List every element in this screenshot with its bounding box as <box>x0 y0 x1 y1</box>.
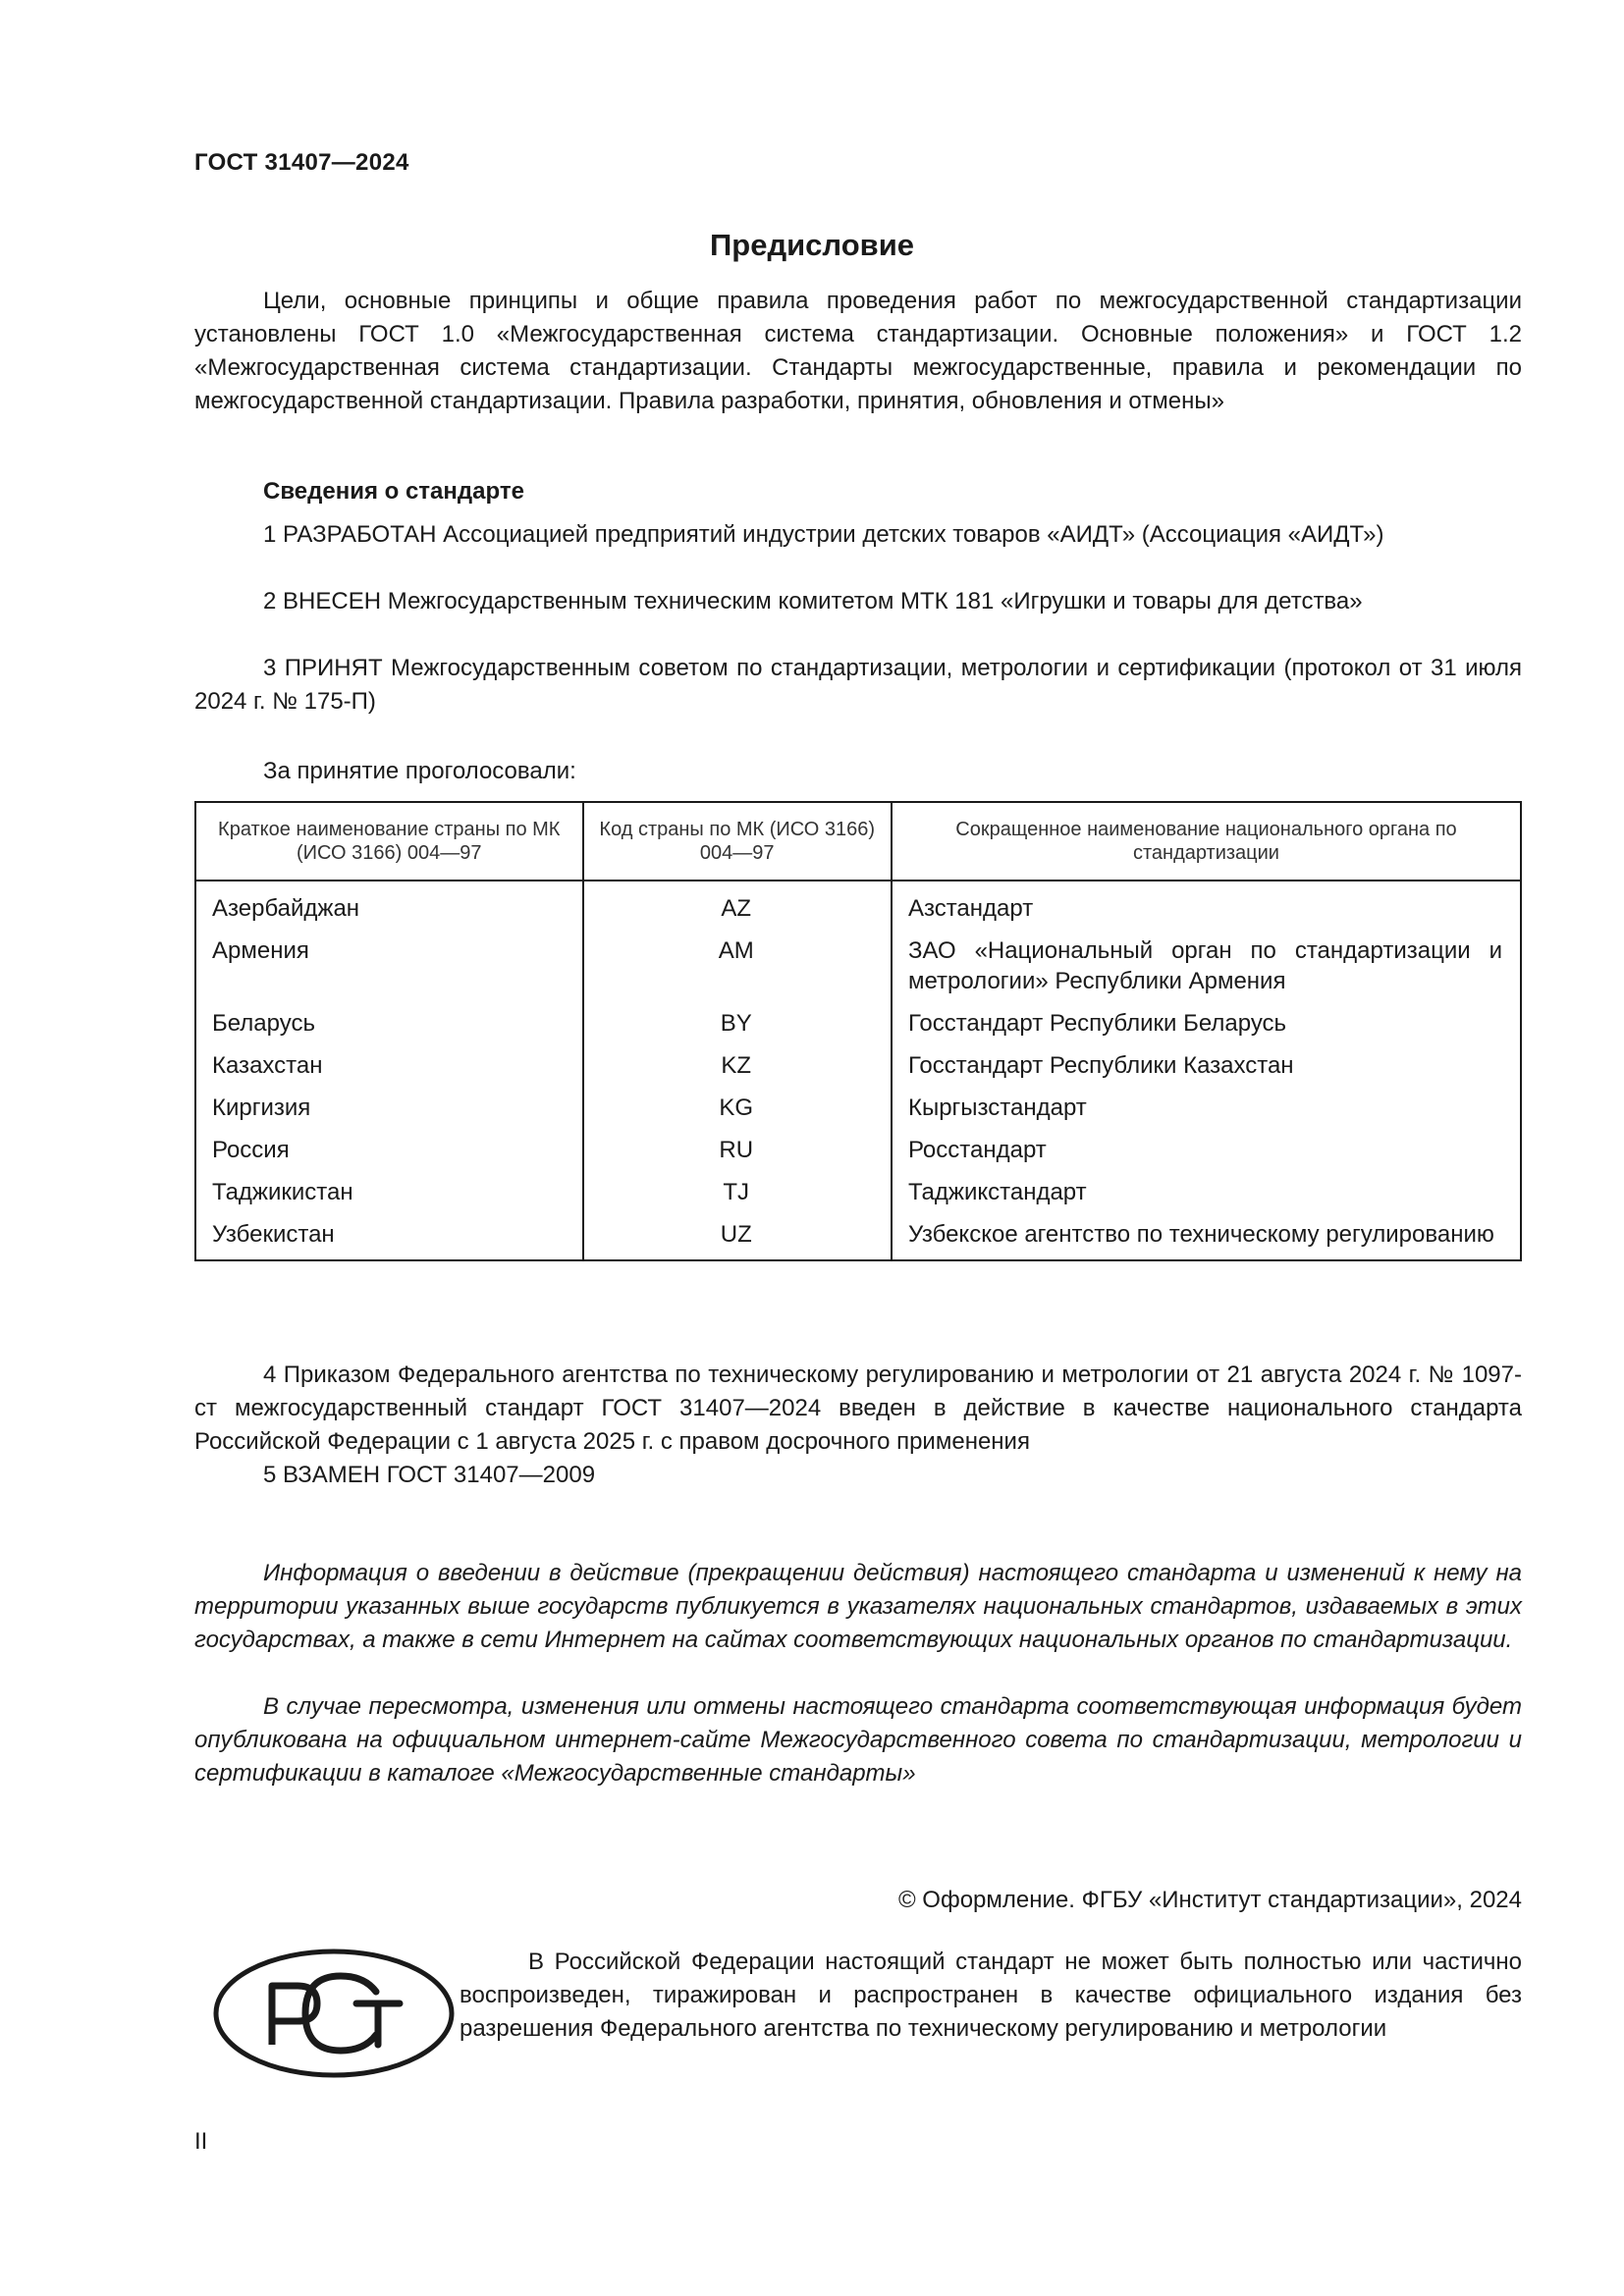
info-item-1: 1 РАЗРАБОТАН Ассоциацией предприятий индустрии детских товаров «АИДТ» (Ассоциация «АИДТ») <box>263 521 1384 548</box>
country-cell: Киргизия <box>195 1087 583 1129</box>
info-item-2: 2 ВНЕСЕН Межгосударственным техническим комитетом МТК 181 «Игрушки и товары для детства» <box>263 588 1363 614</box>
page-number: II <box>194 2128 208 2155</box>
header-code: Код страны по МК (ИСО 3166) 004—97 <box>583 802 892 881</box>
body-cell: Кыргызстандарт <box>907 1095 1087 1121</box>
info-item-3: 3 ПРИНЯТ Межгосударственным советом по стандартизации, метрологии и сертификации (протокол от 31 июля 2024 г. № 175-П) <box>194 655 1522 715</box>
table-row <box>195 930 1521 1002</box>
code-cell: KZ <box>583 1044 892 1087</box>
standard-info-heading: Сведения о стандарте <box>263 478 524 505</box>
country-cell: Таджикистан <box>195 1171 583 1213</box>
body-cell: ЗАО «Национальный орган по стандартизации и метрологии» Республики Армения <box>907 937 1502 994</box>
info-item-5: 5 ВЗАМЕН ГОСТ 31407—2009 <box>263 1462 596 1488</box>
table-row <box>195 1044 1521 1087</box>
country-cell: Азербайджан <box>195 881 583 930</box>
table-row <box>195 1087 1521 1129</box>
country-cell: Казахстан <box>195 1044 583 1087</box>
info-italic-2: В случае пересмотра, изменения или отмены настоящего стандарта соответствующая информация будет опубликована на официальном интернет-сайте Межгосударственного совета по стандартизации, метрологии и сертификации в каталоге «Межгосударственные стандарты» <box>194 1693 1522 1787</box>
country-cell: Узбекистан <box>195 1213 583 1260</box>
pst-certification-logo-icon <box>211 1947 457 2080</box>
table-row <box>195 1129 1521 1171</box>
table-header-row <box>195 802 1521 881</box>
body-cell: Таджикстандарт <box>907 1179 1087 1205</box>
votes-label: За принятие проголосовали: <box>263 758 576 784</box>
table-row <box>195 1171 1521 1213</box>
rights-notice: В Российской Федерации настоящий стандарт не может быть полностью или частично воспроизведен, тиражирован и распространен в качестве официального издания без разрешения Федерального агентства по техническому регулированию и метрологии <box>460 1949 1522 2042</box>
table-row <box>195 1002 1521 1044</box>
header-body: Сокращенное наименование национального органа по стандартизации <box>892 802 1521 881</box>
info-italic-1: Информация о введении в действие (прекращении действия) настоящего стандарта и изменений к нему на территории указанных выше государств публикуется в указателях национальных стандартов, издаваемых в этих государствах, а также в сети Интернет на сайтах соответствующих национальных органов по стандартизации. <box>194 1560 1522 1653</box>
votes-table <box>194 801 1522 1261</box>
page-title: Предисловие <box>709 228 914 262</box>
code-cell: TJ <box>583 1171 892 1213</box>
info-item-4: 4 Приказом Федерального агентства по техническому регулированию и метрологии от 21 августа 2024 г. № 1097-ст межгосударственный стандарт ГОСТ 31407—2024 введен в действие в качестве национального стандарта Российской Федерации с 1 августа 2025 г. с правом досрочного применения <box>194 1362 1522 1455</box>
code-cell: AZ <box>583 881 892 930</box>
country-cell: Россия <box>195 1129 583 1171</box>
body-cell: Госстандарт Республики Казахстан <box>907 1052 1294 1079</box>
header-country: Краткое наименование страны по МК (ИСО 3166) 004—97 <box>195 802 583 881</box>
table-row <box>195 1213 1521 1260</box>
code-cell: UZ <box>583 1213 892 1260</box>
table-row <box>195 881 1521 930</box>
document-header: ГОСТ 31407—2024 <box>194 149 409 176</box>
body-cell: Азстандарт <box>907 895 1034 922</box>
code-cell: KG <box>583 1087 892 1129</box>
body-cell: Узбекское агентство по техническому регулированию <box>907 1221 1494 1248</box>
code-cell: AM <box>583 930 892 1002</box>
intro-paragraph: Цели, основные принципы и общие правила проведения работ по межгосударственной стандартизации установлены ГОСТ 1.0 «Межгосударственная система стандартизации. Основные положения» и ГОСТ 1.2 «Межгосударственная система стандартизации. Стандарты межгосударственные, правила и рекомендации по межгосударственной стандартизации. Правила разработки, принятия, обновления и отмены» <box>194 288 1522 414</box>
country-cell: Беларусь <box>195 1002 583 1044</box>
body-cell: Росстандарт <box>907 1137 1047 1163</box>
code-cell: RU <box>583 1129 892 1171</box>
code-cell: BY <box>583 1002 892 1044</box>
country-cell: Армения <box>195 930 583 1002</box>
body-cell: Госстандарт Республики Беларусь <box>907 1010 1287 1037</box>
copyright-notice: © Оформление. ФГБУ «Институт стандартизации», 2024 <box>897 1887 1522 1913</box>
